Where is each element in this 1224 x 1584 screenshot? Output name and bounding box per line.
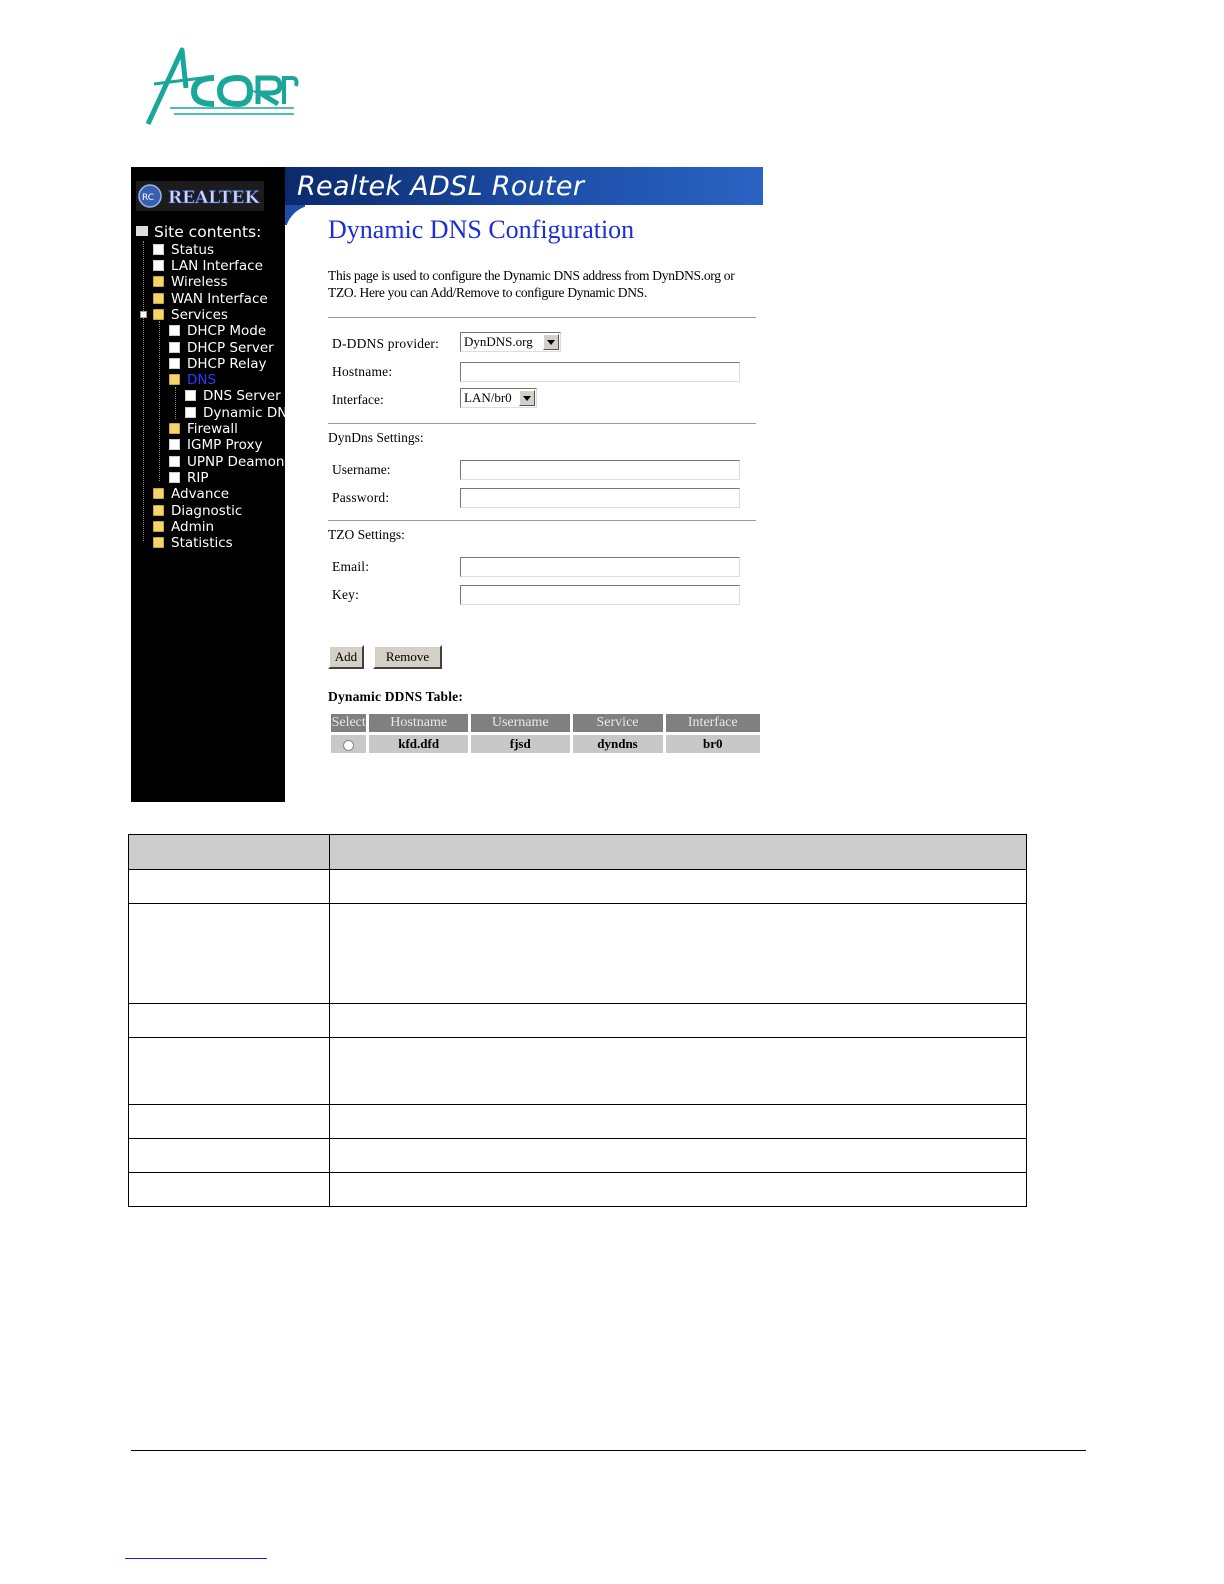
page-icon xyxy=(169,439,180,450)
description-cell xyxy=(330,1173,1027,1207)
interface-cell: br0 xyxy=(666,735,761,753)
column-header-service: Service xyxy=(573,714,663,732)
description-cell xyxy=(129,1139,330,1173)
select-cell xyxy=(331,735,366,753)
folder-open-icon xyxy=(169,374,180,385)
add-button[interactable]: Add xyxy=(328,645,364,669)
computer-icon xyxy=(136,226,148,236)
page-icon xyxy=(185,390,196,401)
svg-text:RC: RC xyxy=(142,193,155,203)
email-input[interactable] xyxy=(460,557,740,577)
sidebar xyxy=(131,167,296,802)
folder-icon xyxy=(153,276,164,287)
password-label: Password: xyxy=(332,490,390,505)
description-header-cell xyxy=(129,835,330,870)
divider xyxy=(328,317,756,318)
description-row xyxy=(129,904,1027,1004)
folder-icon xyxy=(153,488,164,499)
tree-item-dhcp-server[interactable]: DHCP Server xyxy=(169,340,274,356)
tree-item-lan-interface[interactable]: LAN Interface xyxy=(153,258,263,274)
column-header-hostname: Hostname xyxy=(369,714,468,732)
interface-label: Interface: xyxy=(332,392,384,407)
provider-select[interactable] xyxy=(460,332,561,352)
page-icon xyxy=(169,472,180,483)
site-contents-root xyxy=(136,223,261,241)
page-icon xyxy=(153,260,164,271)
tree-item-wan-interface[interactable]: WAN Interface xyxy=(153,291,268,307)
key-input[interactable] xyxy=(460,585,740,605)
tree-line xyxy=(159,321,160,481)
key-label: Key: xyxy=(332,587,360,602)
page-title: Dynamic DNS Configuration xyxy=(328,215,635,244)
divider xyxy=(328,423,756,424)
column-header-select: Select xyxy=(331,715,366,730)
interface-select[interactable] xyxy=(460,388,537,408)
tzo-section-title: TZO Settings: xyxy=(328,527,405,542)
tree-item-advance[interactable]: Advance xyxy=(153,486,229,502)
tree-item-services[interactable]: Services xyxy=(153,307,228,323)
tree-item-status[interactable]: Status xyxy=(153,242,214,258)
column-header-username: Username xyxy=(471,714,570,732)
realtek-logo xyxy=(136,181,264,211)
email-label: Email: xyxy=(332,559,370,574)
page-icon xyxy=(169,325,180,336)
table-row xyxy=(331,735,760,753)
chevron-down-icon xyxy=(519,390,535,406)
username-cell: fjsd xyxy=(471,735,570,753)
description-row xyxy=(129,870,1027,904)
description-row xyxy=(129,1105,1027,1139)
interface-select-value: LAN/br0 xyxy=(464,390,512,405)
tree-line xyxy=(143,241,144,541)
collapse-icon[interactable] xyxy=(140,311,147,318)
tree-item-diagnostic[interactable]: Diagnostic xyxy=(153,503,242,519)
tree-item-dhcp-relay[interactable]: DHCP Relay xyxy=(169,356,267,372)
provider-label: D-DDNS provider: xyxy=(332,336,440,351)
username-label: Username: xyxy=(332,462,391,477)
hostname-cell: kfd.dfd xyxy=(369,735,468,753)
description-table xyxy=(128,834,1027,1207)
acorp-logo xyxy=(146,48,296,128)
tree-item-dns-server[interactable]: DNS Server xyxy=(185,388,281,404)
page-icon xyxy=(169,358,180,369)
provider-select-value: DynDNS.org xyxy=(464,334,533,349)
page-icon xyxy=(169,456,180,467)
description-cell xyxy=(129,1004,330,1038)
tree-item-upnp-deamon[interactable]: UPNP Deamon xyxy=(169,454,285,470)
username-input[interactable] xyxy=(460,460,740,480)
footer-link-underline[interactable] xyxy=(125,1558,267,1559)
description-cell xyxy=(129,904,330,1004)
table-header-row xyxy=(331,714,760,732)
description-cell xyxy=(330,904,1027,1004)
tree-item-dhcp-mode[interactable]: DHCP Mode xyxy=(169,323,266,339)
description-cell xyxy=(330,1038,1027,1105)
tree-item-dns[interactable]: DNS xyxy=(169,372,216,388)
svg-text:REALTEK: REALTEK xyxy=(168,188,260,208)
description-cell xyxy=(129,870,330,904)
page-icon xyxy=(169,342,180,353)
description-cell xyxy=(129,1173,330,1207)
description-cell xyxy=(129,1105,330,1139)
dyndns-section-title: DynDns Settings: xyxy=(328,430,424,445)
page-icon xyxy=(153,244,164,255)
description-table-header xyxy=(129,835,1027,870)
service-cell: dyndns xyxy=(573,735,663,753)
tree-item-wireless[interactable]: Wireless xyxy=(153,274,228,290)
password-input[interactable] xyxy=(460,488,740,508)
footer-rule xyxy=(131,1450,1086,1451)
chevron-down-icon xyxy=(543,334,559,350)
page-icon xyxy=(185,407,196,418)
table-title: Dynamic DDNS Table: xyxy=(328,689,464,704)
tree-item-rip[interactable]: RIP xyxy=(169,470,209,486)
ddns-table xyxy=(328,711,763,756)
folder-icon xyxy=(153,537,164,548)
description-row xyxy=(129,1038,1027,1105)
hostname-label: Hostname: xyxy=(332,364,393,379)
column-header-interface: Interface xyxy=(666,714,761,732)
tree-item-dynamic-dns[interactable]: Dynamic DNS xyxy=(185,405,285,421)
description-cell xyxy=(330,870,1027,904)
description-cell xyxy=(330,1004,1027,1038)
folder-open-icon xyxy=(153,309,164,320)
router-screenshot xyxy=(131,167,763,802)
tree-line xyxy=(175,387,176,419)
folder-icon xyxy=(153,505,164,516)
folder-icon xyxy=(153,293,164,304)
description-row xyxy=(129,1004,1027,1038)
hostname-input[interactable] xyxy=(460,362,740,382)
description-cell xyxy=(330,1139,1027,1173)
description-cell xyxy=(129,1038,330,1105)
folder-icon xyxy=(153,521,164,532)
tree-item-igmp-proxy[interactable]: IGMP Proxy xyxy=(169,437,263,453)
tree-item-firewall[interactable]: Firewall xyxy=(169,421,238,437)
remove-button[interactable]: Remove xyxy=(373,645,442,669)
description-row xyxy=(129,1139,1027,1173)
select-radio[interactable] xyxy=(343,740,354,751)
description-header-cell xyxy=(330,835,1027,870)
folder-icon xyxy=(169,423,180,434)
header-title: Realtek ADSL Router xyxy=(297,171,585,202)
tree-root-label: Site contents: xyxy=(154,223,262,241)
divider xyxy=(328,520,756,521)
tree-item-admin[interactable]: Admin xyxy=(153,519,214,535)
description-row xyxy=(129,1173,1027,1207)
tree-item-statistics[interactable]: Statistics xyxy=(153,535,233,551)
description-cell xyxy=(330,1105,1027,1139)
page-description: This page is used to configure the Dynamic DNS address from DynDNS.org or TZO. Here you can Add/Remove to configure Dynamic DNS. xyxy=(328,268,735,300)
